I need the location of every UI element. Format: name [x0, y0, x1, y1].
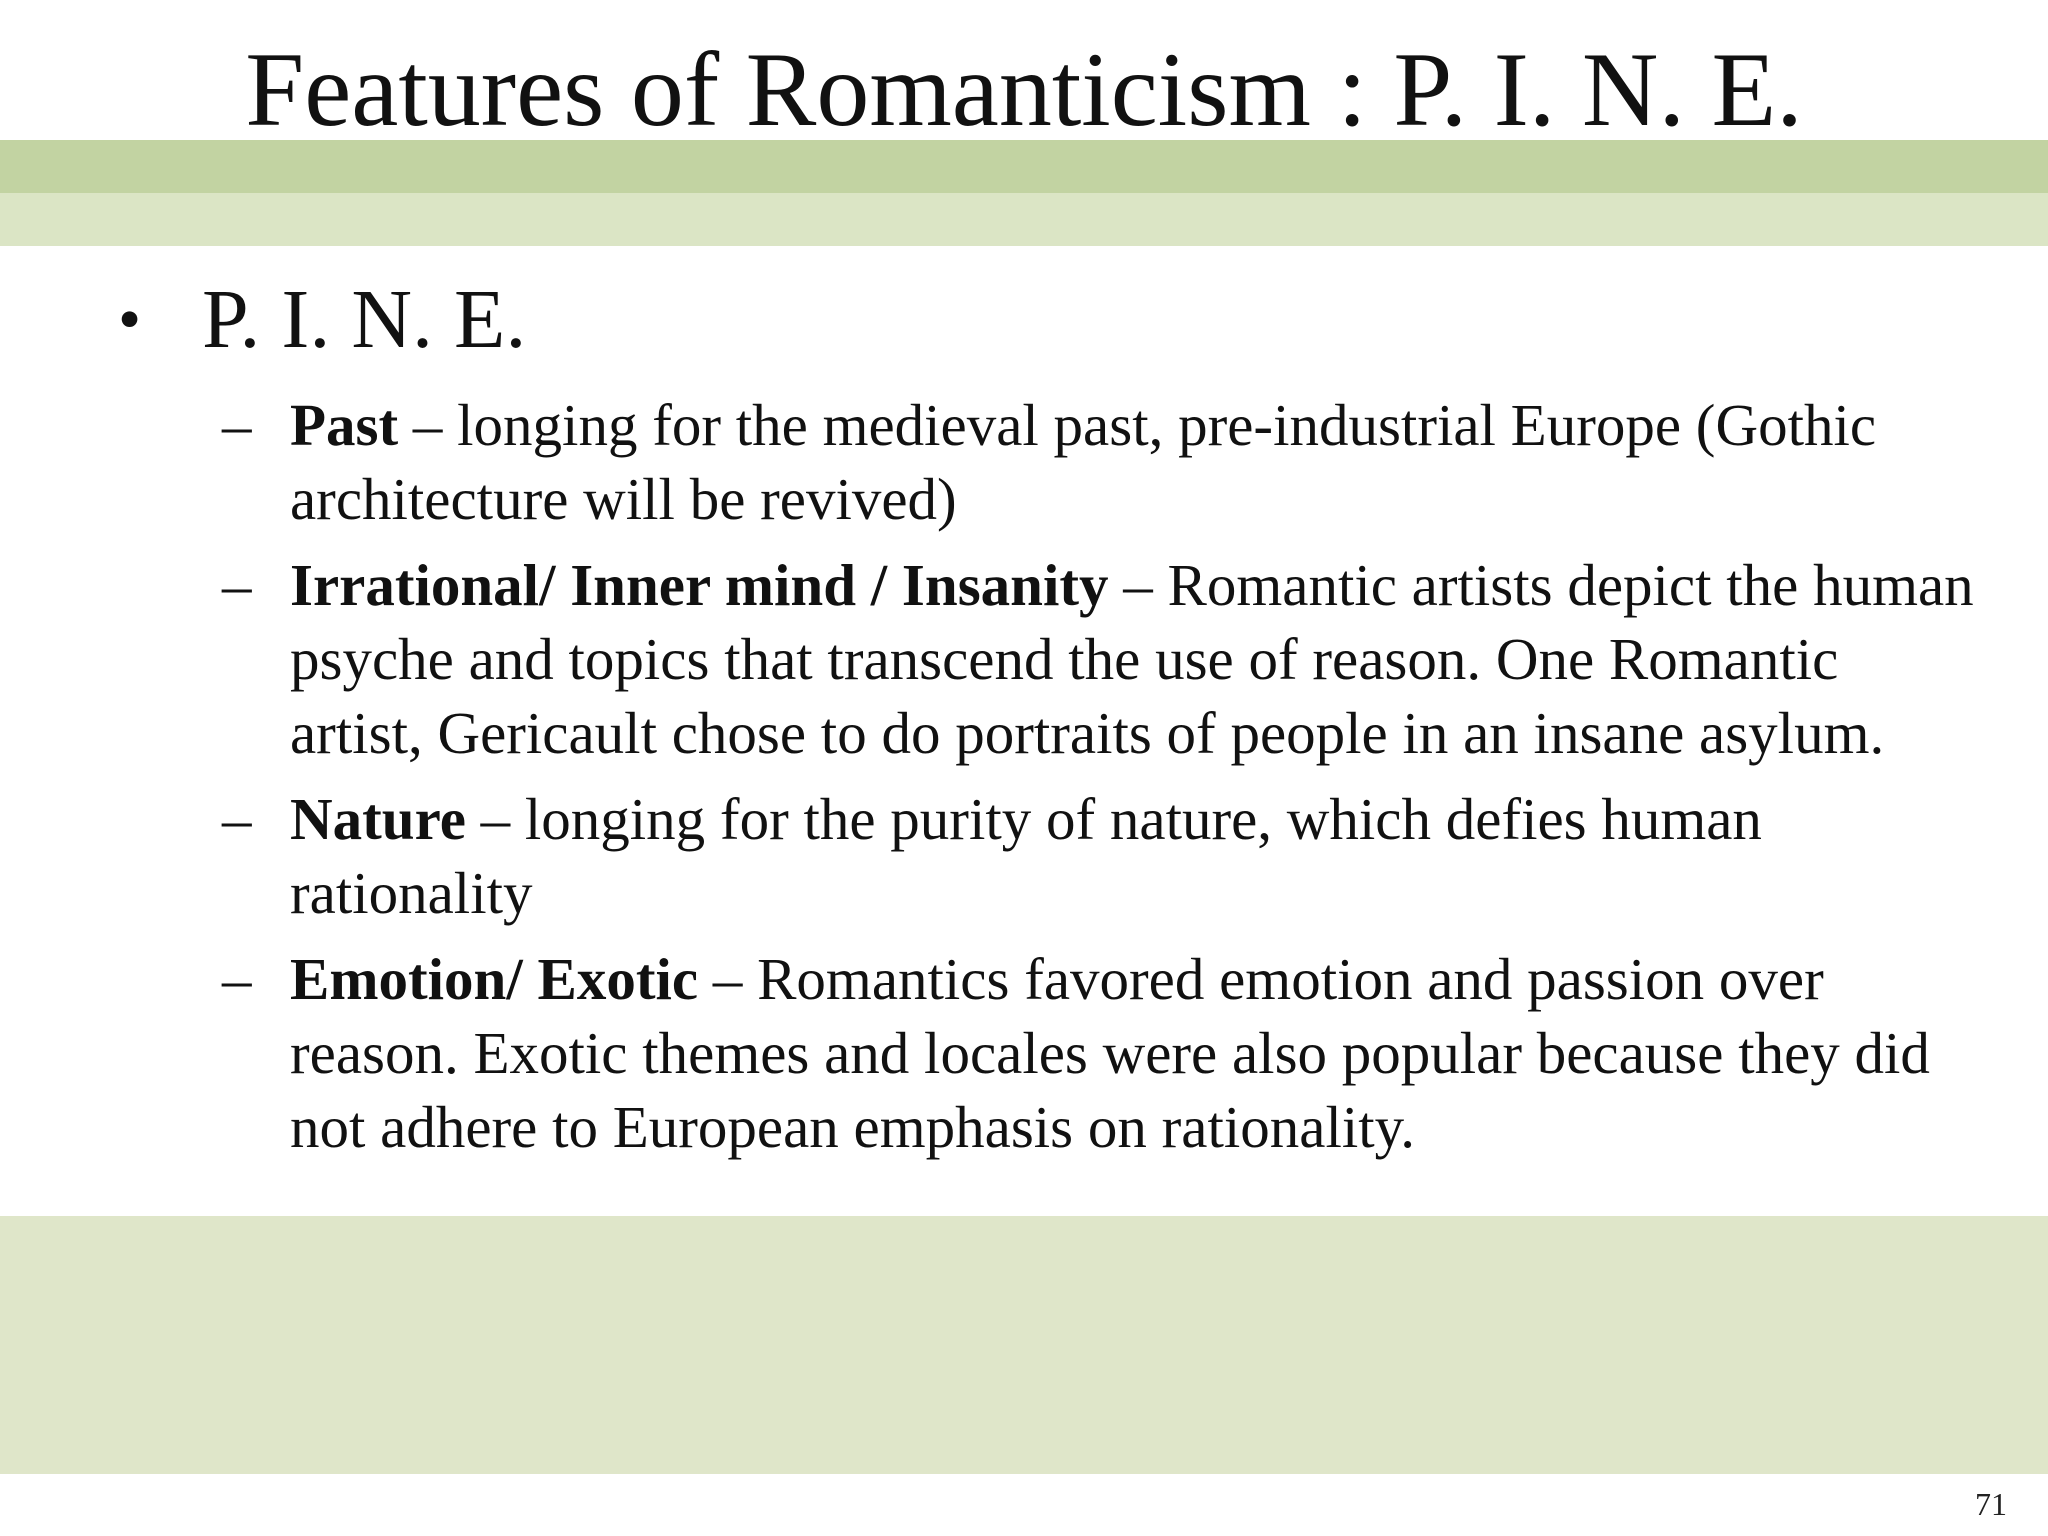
feature-description: – Romantics favored emotion and passion over reason. Exotic themes and locales were also popular because they did not adhere to European emphasis on rationality.: [290, 946, 1930, 1160]
slide-title: Features of Romanticism : P. I. N. E.: [245, 31, 1803, 148]
feature-item-emotion: [222, 942, 1982, 1164]
main-bullet-text: P. I. N. E.: [202, 273, 527, 366]
header-band-light: [0, 193, 2048, 246]
feature-item-irrational: [222, 548, 1982, 770]
feature-term: Nature: [290, 786, 466, 852]
feature-description: – longing for the purity of nature, which defies human rationality: [290, 786, 1762, 926]
dash-icon: –: [222, 392, 252, 458]
feature-term: Past: [290, 392, 399, 458]
dash-icon: –: [222, 786, 252, 852]
feature-term: Emotion/ Exotic: [290, 946, 699, 1012]
feature-item-nature: [222, 782, 1982, 930]
bullet-icon: •: [118, 283, 142, 356]
feature-list: [222, 388, 1982, 1176]
dash-icon: –: [222, 946, 252, 1012]
feature-description: – longing for the medieval past, pre-industrial Europe (Gothic architecture will be revived): [290, 392, 1877, 532]
feature-term: Irrational/ Inner mind / Insanity: [290, 552, 1109, 618]
dash-icon: –: [222, 552, 252, 618]
footer-band: [0, 1216, 2048, 1474]
feature-description: – Romantic artists depict the human psyche and topics that transcend the use of reason. One Romantic artist, Gericault chose to do portraits of people in an insane asylum.: [290, 552, 1974, 766]
feature-item-past: [222, 388, 1982, 536]
page-number: 71: [1975, 1486, 2007, 1522]
